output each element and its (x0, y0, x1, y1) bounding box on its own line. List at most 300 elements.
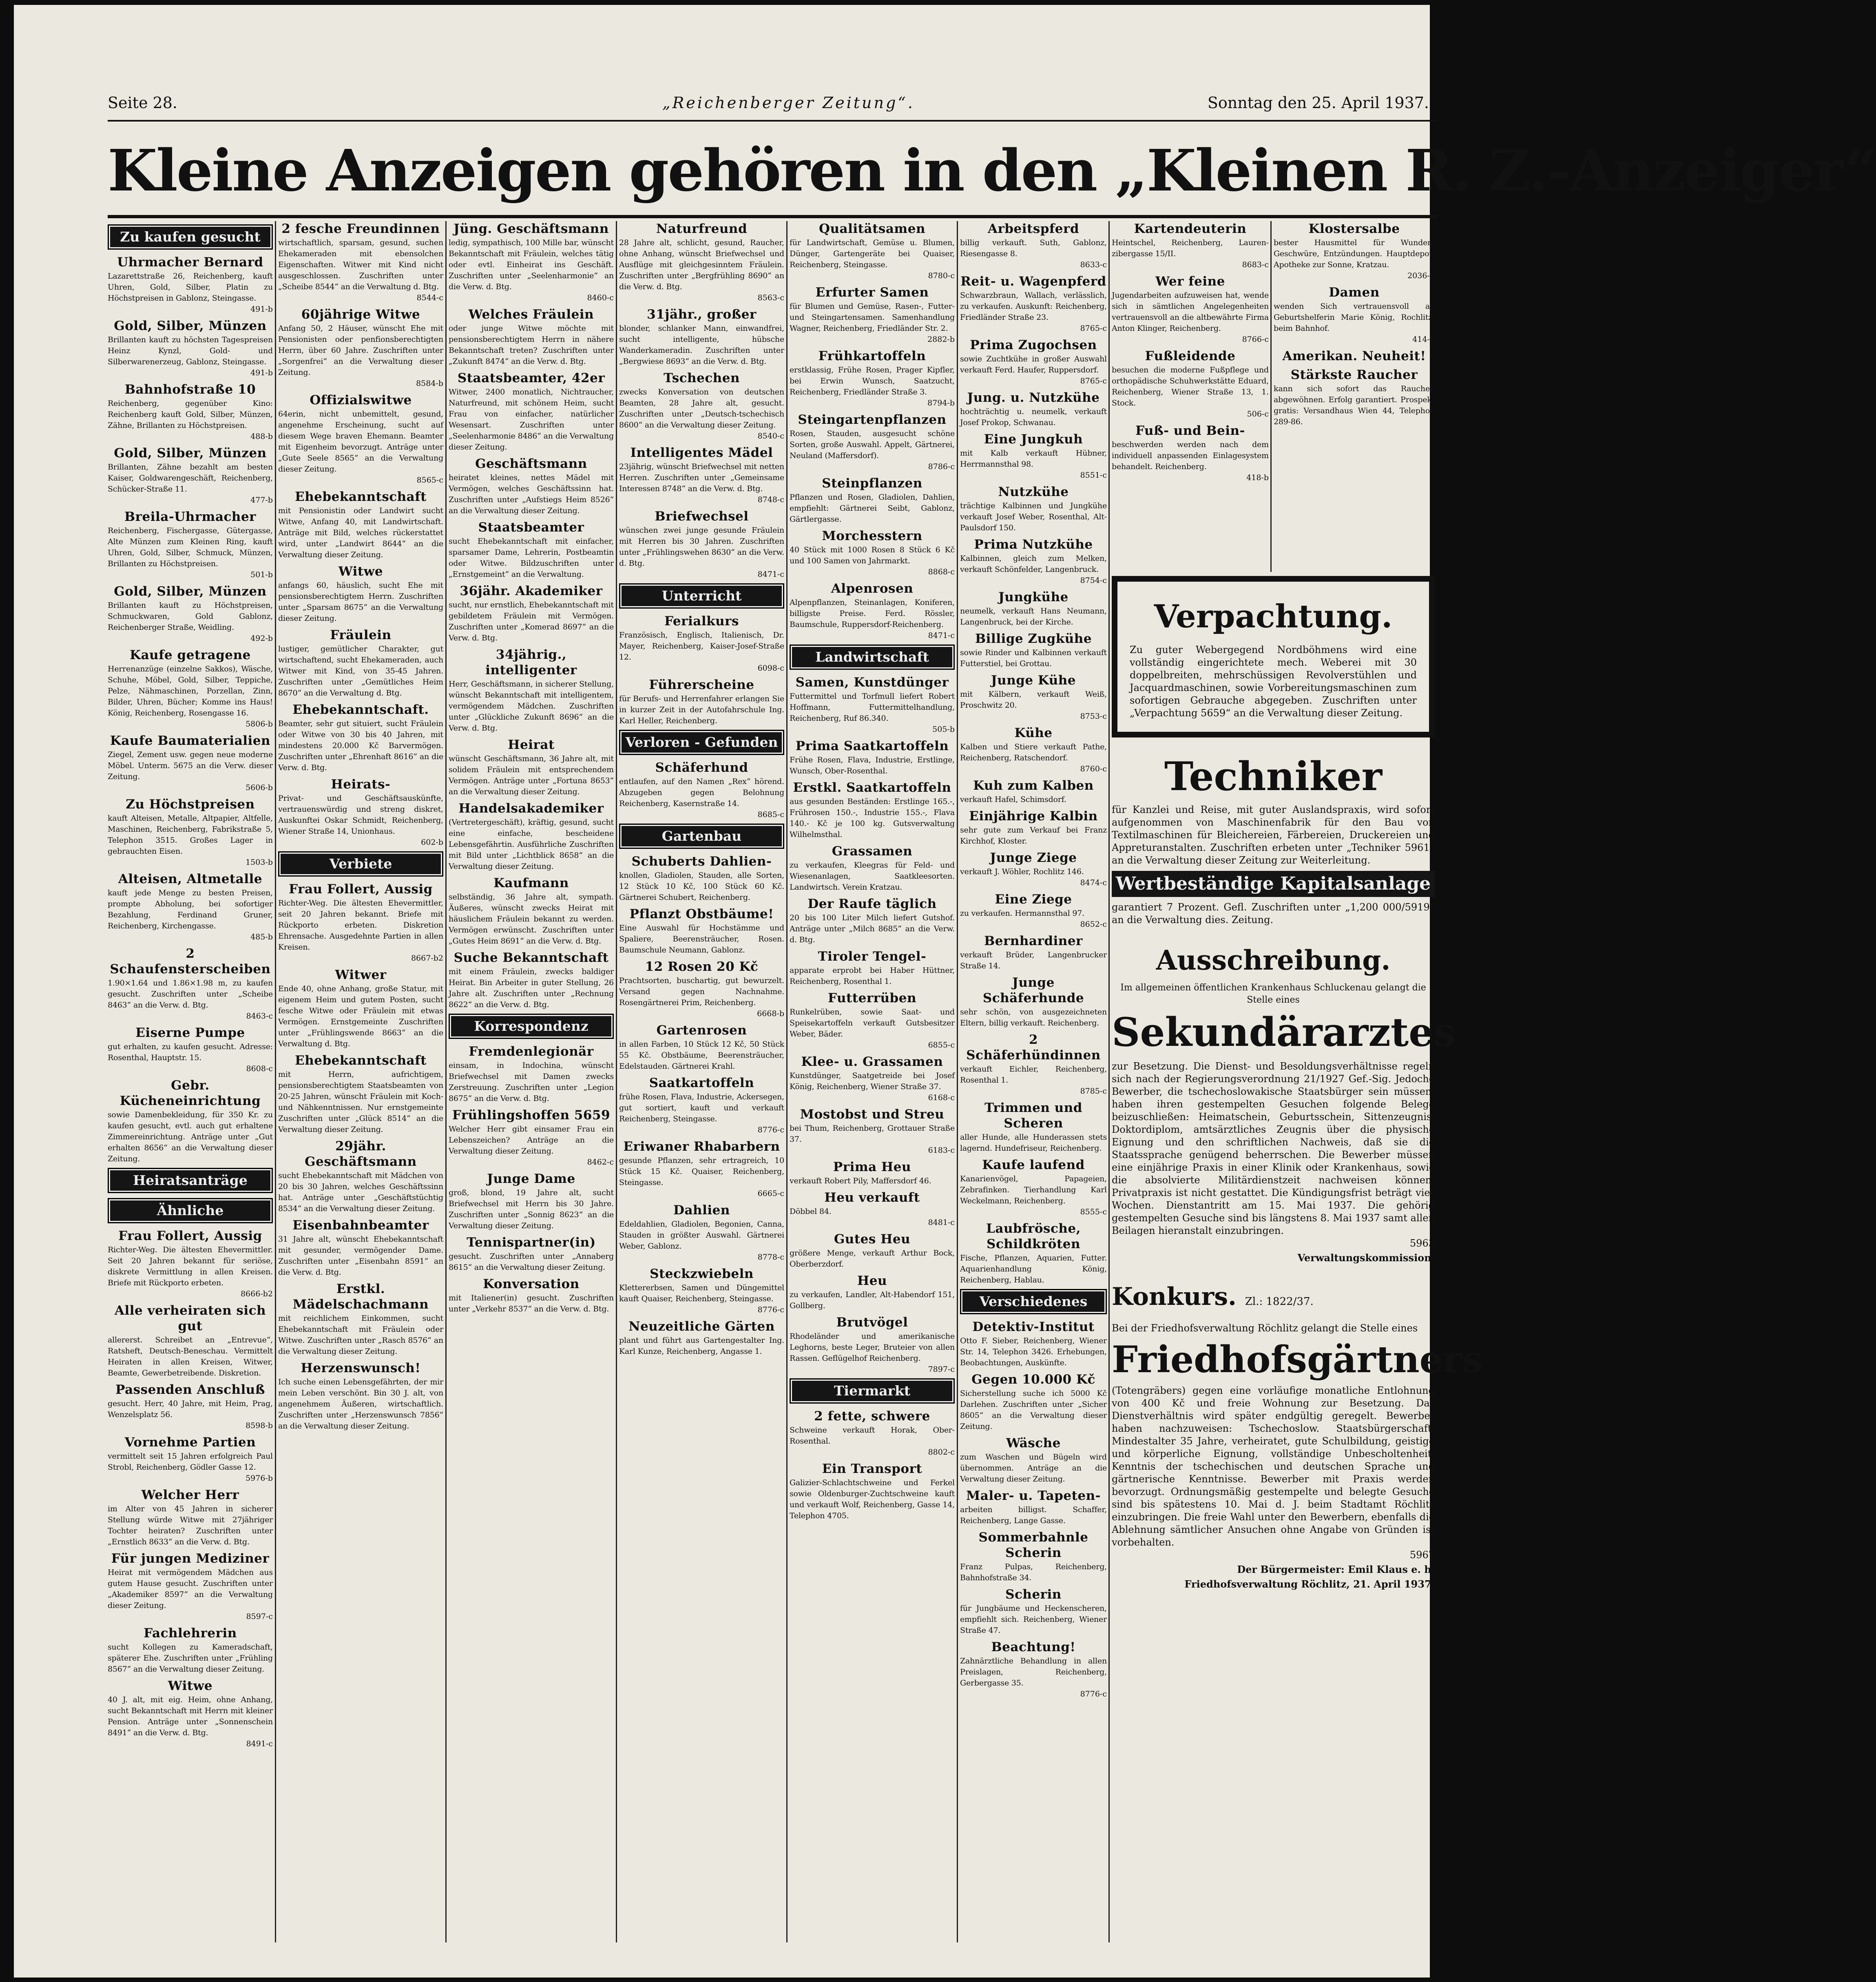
ad-code: 8802-c (928, 1448, 955, 1457)
classified-ad (108, 1551, 273, 1622)
classified-ad (960, 432, 1107, 481)
ad-heading: Witwer (335, 968, 387, 982)
ad-heading: Eisenbahnbeamter (292, 1218, 429, 1233)
ad-text: sehr schön, von ausgezeichneten Eltern, billig verkauft. Reichenberg. (960, 1008, 1107, 1028)
classified-ad (108, 797, 273, 868)
ad-text: in allen Farben, 10 Stück 12 Kč, 50 Stück 55 Kč. Obstbäume, Beerensträucher, Edelstauden. Gärtnerei Krahl. (619, 1040, 784, 1071)
tender-text: zur Besetzung. Die Dienst- und Besoldungsverhältnisse regeln sich nach der Regierungsverordnung 21/1927 Gef.-Sig. Jedoche Bewerber, die tschechoslowakische Staatsbürger sein müssen, haben ihren gestempelten Gesuchen folgende Belege beizuschließen: Heimatschein, Geburtsschein, Sittenzeugnis, Doktordiplom, amtsärztliches Zeugnis über die physische Eignung und den schriftlichen Nachweis, daß sie die Staatssprache genügend beherrschen. Die Bewerber müssen eine einjährige Praxis in einer Klinik oder Krankenhaus, sowie die absolvierte Militärdienstzeit nachweisen können. Privatpraxis ist nicht gestattet. Die Kündigungsfrist beträgt vier Wochen. Dienstantritt am 15. Mai 1937. Die gehörig gestempelten Gesuche sind bis längstens 8. Mai 1937 samt allen Beilagen hieranstalt einzubringen. (1112, 1061, 1435, 1236)
ad-heading: Prima Heu (833, 1160, 911, 1174)
ad-code: 8868-c (928, 567, 955, 576)
ad-heading: 2 Schäferhündinnen (966, 1032, 1101, 1063)
ad-text: Franz Pulpas, Reichenberg, Bahnhofstraße 34. (960, 1562, 1107, 1582)
classified-ad (108, 445, 273, 506)
classified-ad (108, 1303, 273, 1379)
competition-ref: 5967 (1409, 1549, 1435, 1561)
page-header (108, 94, 1437, 122)
lease-ad (1112, 576, 1435, 737)
ad-heading: Futterrüben (827, 991, 916, 1005)
ad-text: bester Hausmittel für Wunden, Geschwüre, Entzündungen. Hauptdepot: Apotheke zur Sonne, Kratzau. (1274, 238, 1435, 269)
ad-code: 418-b (1246, 473, 1269, 482)
classified-ad (619, 1319, 784, 1357)
ad-text: Anfang 50, 2 Häuser, wünscht Ehe mit Pensionisten oder penfionsberechtigten Herrn, über 60 Jahre. Zuschriften unter „Sorgenfrei“ an die Verwaltung dieser Zeitung. (278, 324, 443, 377)
classified-ad (449, 583, 614, 644)
column-rule (1108, 221, 1110, 1942)
ad-heading: Jungkühe (998, 590, 1069, 605)
ad-heading: Kuh zum Kalben (973, 778, 1094, 793)
ad-code: 501-b (250, 570, 273, 579)
ad-heading: 2 fesche Freundinnen (281, 221, 440, 236)
ad-code: 8584-b (416, 379, 443, 388)
ad-text: Jugendarbeiten aufzuweisen hat, wende sich in sämtlichen Angelegenheiten vertrauensvoll an die altbewährte Firma Anton Klinger, Reichenberg. (1112, 291, 1269, 333)
classified-ad (108, 1382, 273, 1431)
classified-ad (960, 933, 1107, 972)
lease-title: Verpachtung. (1154, 598, 1393, 635)
ad-code: 1503-b (246, 858, 273, 867)
classified-ad (619, 1139, 784, 1199)
classified-ad (278, 777, 443, 848)
ad-code: 8666-b2 (240, 1289, 273, 1298)
ad-text: Futtermittel und Torfmull liefert Robert Hoffmann, Futtermittelhandlung, Reichenberg, Ruf 86.340. (790, 692, 955, 723)
ad-text: arbeiten billigst. Schaffer, Reichenberg, Lange Gasse. (960, 1505, 1107, 1525)
ad-heading: Eine Jungkuh (984, 432, 1083, 447)
ad-heading: Frühlingshoffen 5659 (452, 1108, 611, 1123)
competition-title: Konkurs. Zl.: 1822/37. (1112, 1282, 1314, 1311)
ad-heading: Bernhardiner (984, 934, 1083, 948)
ad-text: selbständig, 36 Jahre alt, sympath. Äußeres, wünscht zwecks Heirat mit häuslichem Fräulein bekannt zu werden. Vermögen erwünscht. Zuschriften unter „Gutes Heim 8691“ an die Verw. d. Btg. (449, 892, 614, 946)
classified-ad (790, 528, 955, 578)
ad-code: 414-b (1412, 335, 1435, 344)
ad-heading: Witwe (168, 1679, 213, 1693)
ad-heading: Ferialkurs (664, 614, 739, 629)
ad-heading: Der Raufe täglich (807, 897, 937, 911)
classified-ad (960, 589, 1107, 628)
ad-heading: Sommerbahnle Scherin (978, 1530, 1088, 1560)
ad-heading: Welches Fräulein (468, 307, 594, 322)
classified-ad (960, 337, 1107, 387)
classified-ad (108, 318, 273, 379)
classified-ad (619, 221, 784, 303)
classified-ad (790, 348, 955, 409)
ad-text: heiratet kleines, nettes Mädel mit Vermögen, welches Geschäftssinn hat. Zuschriften unter „Aufstiegs Heim 8526“ an die Verwaltung dieser Zeitung. (449, 473, 614, 515)
ad-code: 8565-c (416, 476, 443, 485)
ad-heading: 2 fette, schwere (814, 1409, 930, 1424)
classified-ad (449, 1276, 614, 1315)
ad-code: 6855-c (928, 1041, 955, 1050)
ad-text: mit reichlichem Einkommen, sucht Ehebekanntschaft mit Fräulein oder Witwe. Zuschriften unter „Rasch 8576“ an die Verwaltung dieser Zeitung. (278, 1314, 443, 1356)
ad-code: 5976-b (246, 1474, 273, 1483)
ad-code: 8794-b (927, 399, 955, 407)
ad-heading: Gebr. Kücheneinrichtung (119, 1078, 261, 1108)
ad-heading: Staatsbeamter, 42er (457, 371, 605, 385)
classified-ad (449, 370, 614, 453)
section-heading: Ähnliche (108, 1198, 273, 1223)
ad-code: 8555-c (1080, 1207, 1107, 1216)
classified-ad (619, 906, 784, 956)
ad-heading: Maler- u. Tapeten- (966, 1488, 1101, 1503)
ad-text: sowie Zuchtkühe in großer Auswahl verkauft Ferd. Haufer, Ruppersdorf. (960, 354, 1107, 374)
classified-ad (960, 1372, 1107, 1432)
ad-heading: Welcher Herr (141, 1488, 239, 1502)
ad-heading: Prima Zugochsen (970, 338, 1097, 352)
ad-text: trächtige Kalbinnen und Jungkühe verkauft Josef Weber, Rosenthal, Alt-Paulsdorf 150. (960, 501, 1107, 532)
classified-ad (960, 725, 1107, 775)
ad-code: 8471-c (757, 570, 784, 579)
ad-text: erstklassig, Frühe Rosen, Prager Kipfler, bei Erwin Wunsch, Saatzucht, Reichenberg, Friedländer Straße 3. (790, 365, 955, 396)
technician-ad (1112, 754, 1435, 926)
ad-text: mit Kälbern, verkauft Weiß, Proschwitz 20. (960, 690, 1107, 710)
ad-column-5 (790, 221, 955, 1942)
ad-heading: Mostobst und Streu (800, 1107, 945, 1122)
ad-heading: Herzenswunsch! (301, 1361, 421, 1375)
ad-code: 8471-c (928, 631, 955, 640)
classified-ad (449, 1235, 614, 1273)
classified-ad (790, 780, 955, 840)
classified-ad (449, 875, 614, 947)
ad-column-1 (108, 221, 273, 1942)
classified-ad (449, 1044, 614, 1104)
ad-text: billig verkauft. Suth, Gablonz, Riesengasse 8. (960, 238, 1107, 258)
ad-code: 8785-c (1080, 1087, 1107, 1096)
classified-ad (278, 1138, 443, 1214)
ad-heading: Vornehme Partien (124, 1435, 256, 1450)
classified-ad (790, 1315, 955, 1375)
ad-text: (Vertretergeschäft), kräftig, gesund, sucht eine einfache, bescheidene Lebensgefährtin. Ausführliche Zuschriften mit Bild unter „Lichtblick 8658“ an die Verwaltung dieser Zeitung. (449, 818, 614, 871)
ad-heading: Steingartenpflanzen (798, 412, 947, 427)
ad-text: gesucht. Herr, 40 Jahre, mit Heim, Prag, Wenzelsplatz 56. (108, 1399, 273, 1419)
ad-heading: Fußleidende (1145, 349, 1236, 363)
ad-heading: Ein Transport (822, 1462, 923, 1476)
ad-heading: Offizialswitwe (310, 393, 412, 407)
section-heading: Landwirtschaft (790, 644, 955, 670)
capital-investment-text: garantiert 7 Prozent. Gefl. Zuschriften unter „1,200 000/5919“ an die Verwaltung dies. Zeitung. (1112, 901, 1435, 926)
ad-text: kauft jede Menge zu besten Preisen, prompte Abholung, bei sofortiger Bezahlung, Ferdinand Gruner, Reichenberg, Kirchengasse. (108, 888, 273, 930)
ad-heading: Suche Bekanntschaft (454, 950, 609, 965)
competition-mayor: Der Bürgermeister: Emil Klaus e. h. (1237, 1563, 1435, 1575)
ad-text: beschwerden werden nach dem individuell anpassenden Einlagesystem behandelt. Reichenberg. (1112, 440, 1269, 471)
ad-heading: Amerikan. Neuheit! (1282, 349, 1426, 363)
ad-text: Brillanten kauft zu Höchstpreisen, Schmuckwaren, Gold Gablonz, Reichenberger Straße, Weidling. (108, 601, 273, 632)
classified-ad (960, 274, 1107, 334)
ad-text: Kalbinnen, gleich zum Melken, verkauft Schönfelder, Langenbruck. (960, 554, 1107, 574)
ad-heading: Passenden Anschluß (115, 1382, 265, 1397)
ad-column-2 (278, 221, 443, 1942)
classified-ad (278, 1218, 443, 1278)
ad-heading: Junge Kühe (991, 673, 1076, 688)
ad-code: 8563-c (757, 293, 784, 302)
ad-heading: Führerscheine (649, 678, 754, 692)
ad-heading: Beachtung! (991, 1640, 1076, 1654)
page-number: Seite 28. (108, 94, 177, 112)
ad-text: sucht Ehebekanntschaft mit Mädchen von 20 bis 30 Jahren, welches Geschäftssinn hat. Anträge unter „Geschäftstüchtig 8534“ an die Verwaltung dieser Zeitung. (278, 1171, 443, 1213)
classified-ad (960, 1587, 1107, 1636)
classified-ad (790, 476, 955, 525)
ad-text: für Jungbäume und Heckenscheren, empfiehlt sich. Reichenberg, Wiener Straße 47. (960, 1604, 1107, 1635)
classified-ad (960, 673, 1107, 722)
ad-text: mit Pensionistin oder Landwirt sucht Witwe, Anfang 40, mit Landwirtschaft. Anträge mit Bild, welches rückerstattet wird, unter „Landwirt 8644“ an die Verwaltung dieser Zeitung. (278, 506, 443, 559)
tender-title: Ausschreibung. (1156, 944, 1391, 976)
ad-heading: Neuzeitliche Gärten (628, 1319, 775, 1334)
classified-ad (790, 896, 955, 946)
classified-ad (960, 1435, 1107, 1485)
classified-ad (108, 382, 273, 442)
ad-heading: Erfurter Samen (815, 285, 929, 300)
ad-heading: Schuberts Dahlien- (631, 854, 772, 869)
ad-heading: Scherin (1005, 1587, 1062, 1602)
ad-text: zu verkaufen, Landler, Alt-Habendorf 151, Gollberg. (790, 1290, 955, 1310)
ad-text: mit Italiener(in) gesucht. Zuschriften unter „Verkehr 8537“ an die Verw. d. Btg. (449, 1293, 614, 1313)
ad-text: Reichenberg, gegenüber Kino: Reichenberg kauft Gold, Silber, Münzen, Zähne, Brillanten zu Höchstpreisen. (108, 399, 273, 430)
ad-heading: Ehebekanntschaft (295, 489, 427, 504)
ad-heading: Frühkartoffeln (818, 349, 926, 363)
ad-heading: Laubfrösche, Schildkröten (986, 1221, 1081, 1251)
ad-heading: Bahnhofstraße 10 (124, 382, 256, 397)
competition-number: Zl.: 1822/37. (1245, 1295, 1314, 1308)
classified-ad (960, 537, 1107, 586)
ad-code: 8754-c (1080, 576, 1107, 585)
ad-heading: Heirat (508, 737, 555, 752)
ad-text: Pflanzen und Rosen, Gladiolen, Dahlien, empfiehlt: Gärtnerei Seibt, Gablonz, Gärtlergasse. (790, 493, 955, 524)
ad-text: verkauft Robert Pily, Maffersdorf 46. (790, 1176, 931, 1185)
classified-ad (278, 1053, 443, 1135)
classified-ad (960, 778, 1107, 805)
ad-text: hochträchtig u. neumelk, verkauft Josef Prokop, Schwanau. (960, 407, 1107, 427)
ad-code: 8652-c (1080, 920, 1107, 929)
ad-text: gut erhalten, zu kaufen gesucht. Adresse: Rosenthal, Hauptstr. 15. (108, 1042, 273, 1062)
ad-heading: Staatsbeamter (478, 520, 584, 535)
ad-text: 64erin, nicht unbemittelt, gesund, angenehme Erscheinung, sucht auf diesem Wege braven Ehemann. Beamter mit Eigenheim bevorzugt. Anträge unter „Gute Seele 8565“ an die Verwaltung dieser Zeitung. (278, 410, 443, 474)
classified-ad (790, 1408, 955, 1458)
competition-position: Friedhofsgärtners (1112, 1338, 1483, 1381)
ad-heading: Breila-Uhrmacher (124, 509, 257, 524)
classified-ad (960, 221, 1107, 270)
ad-text: neumelk, verkauft Hans Neumann, Langenbruck, bei der Kirche. (960, 607, 1107, 627)
ad-text: sowie Rinder und Kalbinnen verkauft Futterstiel, bei Grottau. (960, 648, 1107, 668)
classified-ad (960, 1100, 1107, 1154)
classified-ad (278, 881, 443, 964)
section-heading: Zu kaufen gesucht (108, 224, 273, 250)
ad-code: 492-b (250, 634, 273, 643)
ad-code: 8598-b (246, 1421, 273, 1430)
column-rule (786, 221, 788, 1942)
ad-text: Kalben und Stiere verkauft Pathe, Reichenberg, Ratschendorf. (960, 742, 1107, 762)
classified-ad (790, 285, 955, 345)
ad-text: lustiger, gemütlicher Charakter, gut wirtschaftend, sucht Ehekameraden, auch Witwer mit Kind, von 35-45 Jahren. Zuschriften unter „Gemütliches Heim 8670“ an die Verwaltung d. Btg. (278, 644, 443, 698)
classified-ad (1274, 221, 1435, 281)
ad-heading: Tschechen (664, 371, 740, 385)
ad-text: Ende 40, ohne Anhang, große Statur, mit eigenem Heim und gutem Posten, sucht fesche Witwe oder Fräulein mit etwas Vermögen. Ernstgemeinte Zuschriften unter „Frühlingswende 8663“ an die Verwaltung d. Btg. (278, 984, 443, 1048)
ad-code: 488-b (250, 432, 273, 441)
classified-ad (960, 1319, 1107, 1369)
ad-text: Reichenberg, Fischergasse, Gütergasse, Alte Münzen zum Kleinen Ring, kauft Uhren, Gold, Silber, Schmuck, Münzen, Brillanten zu Höchstpreisen. (108, 526, 273, 568)
ad-text: zum Waschen und Bügeln wird übernommen. Anträge an die Verwaltung dieser Zeitung. (960, 1453, 1107, 1484)
ad-code: 8780-c (928, 271, 955, 280)
ad-heading: Gutes Heu (834, 1232, 911, 1247)
classified-ad (108, 509, 273, 580)
ad-text: ledig, sympathisch, 100 Mille bar, wünscht Bekanntschaft mit Fräulein, welches tätig oder evtl. Einheirat ins Geschäft. Zuschriften unter „Seelenharmonie“ an die Verw. d. Btg. (449, 238, 614, 291)
ad-text: Kanarienvögel, Papageien, Zebrafinken. Tierhandlung Karl Weckelmann, Reichenberg. (960, 1174, 1107, 1205)
ad-column-4 (619, 221, 784, 1942)
ad-text: sucht Kollegen zu Kameradschaft, späterer Ehe. Zuschriften unter „Frühling 8567“ an die Verwaltung dieser Zeitung. (108, 1643, 273, 1674)
ad-heading: Frau Follert, Aussig (118, 1229, 262, 1243)
classified-ad (619, 1202, 784, 1263)
ad-code: 477-b (250, 496, 273, 505)
ad-text: sucht Ehebekanntschaft mit einfacher, sparsamer Dame, Lehrerin, Postbeamtin oder Witwe. Bildzuschriften unter „Ernstgemeint“ an die Verwaltung. (449, 537, 614, 579)
ad-text: Beamter, sehr gut situiert, sucht Fräulein oder Witwe von 30 bis 40 Jahren, mit mindestens 20.000 Kč Barvermögen. Zuschriften unter „Ehrenhaft 8616“ an die Verw. d. Btg. (278, 719, 443, 772)
ad-text: entlaufen, auf den Namen „Rex“ hörend. Abzugeben gegen Belohnung Reichenberg, Kasernstraße 14. (619, 777, 784, 808)
ad-code: 8544-c (416, 293, 443, 302)
ad-heading: 60jährige Witwe (301, 307, 420, 322)
ad-text: vermittelt seit 15 Jahren erfolgreich Paul Strobl, Reichenberg, Gödler Gasse 12. (108, 1452, 273, 1472)
ad-text: groß, blond, 19 Jahre alt, sucht Briefwechsel mit Herrn bis 30 Jahre. Zuschriften unter „Sonnig 8623“ an die Verwaltung dieser Zeitung. (449, 1188, 614, 1230)
ad-code: 8776-c (1080, 1690, 1107, 1699)
classified-ad (790, 949, 955, 987)
ad-text: Welcher Herr gibt einsamer Frau ein Lebenszeichen? Anträge an die Verwaltung dieser Zeitung. (449, 1125, 614, 1156)
ad-text: Alpenpflanzen, Steinanlagen, Koniferen, billigste Preise. Ferd. Rössler, Baumschule, Ruppersdorf-Reichenberg. (790, 598, 955, 629)
competition-signature: Friedhofsverwaltung Röchlitz, 21. April 1937. (1184, 1578, 1435, 1590)
classified-ad (960, 484, 1107, 534)
ad-code: 485-b (250, 932, 273, 941)
classified-ad (449, 1107, 614, 1168)
classified-ad (278, 392, 443, 486)
ad-text: 23jährig, wünscht Briefwechsel mit netten Herren. Zuschriften unter „Gemeinsame Interessen 8748“ an die Verw. d. Btg. (619, 462, 784, 493)
ad-heading: Morchesstern (822, 529, 923, 543)
issue-date: Sonntag den 25. April 1937. (1207, 94, 1429, 112)
classified-ad (960, 631, 1107, 669)
ad-code: 8481-c (928, 1218, 955, 1227)
ad-heading: Jüng. Geschäftsmann (454, 221, 609, 236)
classified-ad (449, 950, 614, 1010)
ad-text: Herr, Geschäftsmann, in sicherer Stellung, wünscht Bekanntschaft mit intelligentem, vermögendem Mädchen. Zuschriften unter „Glückliche Zukunft 8696“ an die Verw. d. Btg. (449, 680, 614, 733)
classified-ad (790, 1159, 955, 1187)
section-heading: Verbiete (278, 851, 443, 877)
ad-text: im Alter von 45 Jahren in sicherer Stellung würde Witwe mit 27jähriger Tochter heiraten? Zuschriften unter „Ernstlich 8633“ an die Verw. d. Btg. (108, 1504, 273, 1546)
classified-ad (619, 854, 784, 903)
classified-ad (619, 760, 784, 820)
classified-ad (790, 738, 955, 777)
ad-text: Fische, Pflanzen, Aquarien, Futter. Aquarienhandlung König, Reichenberg, Hablau. (960, 1253, 1107, 1284)
classified-ad (449, 647, 614, 734)
display-ads (1112, 576, 1483, 1942)
ad-text: mit einem Fräulein, zwecks baldiger Heirat. Bin Arbeiter in guter Stellung, 26 Jahre alt. Zuschriften unter „Rechnung 8622“ an die Verw. d. Btg. (449, 967, 614, 1009)
classified-ad (449, 1171, 614, 1231)
ad-text: Brillanten, Zähne bezahlt am besten Kaiser, Goldwarengeschäft, Reichenberg, Schücker-Straße 11. (108, 463, 273, 494)
ad-text: zu verkaufen, Kleegras für Feld- und Wiesenanlagen, Saatkleesorten. Landwirtsch. Verein Kratzau. (790, 861, 955, 892)
ad-heading: Handelsakademiker (458, 801, 604, 816)
ad-code: 506-c (1247, 410, 1269, 419)
classified-ad (108, 946, 273, 1022)
ad-text: 1.90×1.64 und 1.86×1.98 m, zu kaufen gesucht. Zuschriften unter „Scheibe 8463“ an die Verw. d. Btg. (108, 979, 273, 1010)
ad-heading: Prima Nutzkühe (974, 537, 1093, 552)
ad-heading: Ehebekanntschaft. (292, 702, 429, 717)
ad-text: gesucht. Zuschriften unter „Annaberg 8615“ an die Verwaltung dieser Zeitung. (449, 1252, 614, 1272)
column-rule (445, 221, 447, 1942)
ad-code: 491-b (250, 305, 273, 314)
ad-heading: Arbeitspferd (987, 221, 1080, 236)
classified-ad (619, 959, 784, 1019)
classified-ad (449, 307, 614, 367)
ad-text: 40 J. alt, mit eig. Heim, ohne Anhang, sucht Bekanntschaft mit Herrn mit kleiner Pension. Anträge unter „Sonnenschein 8491“ an die Verw. d. Btg. (108, 1695, 273, 1737)
classified-ad (960, 390, 1107, 428)
ad-code: 8776-c (757, 1125, 784, 1134)
column-rule (957, 221, 958, 1942)
ad-heading: 31jähr., großer (647, 307, 757, 322)
ad-text: wenden Sich vertrauensvoll an Geburtshelferin Marie König, Rochlitz, beim Bahnhof. (1274, 302, 1435, 333)
ad-text: wirtschaftlich, sparsam, gesund, suchen Ehekameraden mit ebensolchen Eigenschaften. Witwer mit Kind nicht ausgeschlossen. Zuschriften unter „Scheibe 8544“ an die Verwaltung d. Btg. (278, 238, 443, 291)
classified-ad (619, 677, 784, 726)
column-rule (616, 221, 617, 1942)
ad-heading: Kühe (1014, 726, 1053, 740)
ad-heading: Billige Zugkühe (975, 631, 1092, 646)
ad-heading: Stärkste Raucher (1290, 368, 1418, 382)
ad-text: Privat- und Geschäftsauskünfte, vertrauenswürdig und streng diskret, Auskunftei Oskar Schmidt, Reichenberg, Wiener Straße 14, Unionhaus. (278, 794, 443, 836)
ad-heading: Alteisen, Altmetalle (118, 872, 263, 886)
ad-column-6 (960, 221, 1107, 1942)
classified-ad (960, 850, 1107, 888)
ad-heading: Für jungen Mediziner (111, 1551, 270, 1566)
ad-heading: Kaufe laufend (982, 1158, 1085, 1172)
technician-title: Techniker (1164, 753, 1383, 799)
ad-code: 8683-c (1242, 260, 1269, 269)
tender-ref: 5963 (1409, 1238, 1435, 1249)
newspaper-page (14, 5, 1876, 1978)
ad-text: oder junge Witwe möchte mit pensionsberechtigtem Herrn in nähere Bekanntschaft treten? Zuschriften unter „Zukunft 8474“ an die Verw. d. Btg. (449, 324, 614, 366)
classified-ad (790, 1190, 955, 1228)
ad-heading: 2 Schaufensterscheiben (110, 946, 271, 977)
newspaper-name: „Reichenberger Zeitung“. (662, 94, 915, 112)
ad-heading: Erstkl. Saatkartoffeln (793, 780, 951, 795)
classified-ad (1274, 285, 1435, 345)
classified-ad (108, 1078, 273, 1165)
ad-heading: 12 Rosen 20 Kč (645, 959, 759, 974)
lease-text: Zu guter Webergegend Nordböhmens wird eine vollständig eingerichtete mech. Weberei mit 30 doppelbreiten, mehrschüssigen Revolverstühlen und Jacquardmaschinen, sowie Vorbereitungsmaschinen zum sofortigen Gebrauche abgegeben. Zuschriften unter „Verpachtung 5659“ an die Verwaltung dieser Zeitung. (1130, 644, 1417, 719)
classified-ad (619, 1075, 784, 1136)
ad-text: kann sich sofort das Rauchen abgewöhnen. Erfolg garantiert. Prospekt gratis: Versandhaus Wien 44, Telephon 289-86. (1274, 384, 1435, 426)
ad-heading: Nutzkühe (998, 485, 1069, 499)
competition-ad (1112, 1280, 1483, 1590)
ad-text: bei Thum, Reichenberg, Grottauer Straße 37. (790, 1124, 955, 1144)
ad-code: 8491-c (246, 1739, 273, 1748)
ad-code: 8633-c (1080, 260, 1107, 269)
ad-heading: Naturfreund (656, 221, 748, 236)
classified-ad (278, 307, 443, 389)
ad-text: für Blumen und Gemüse, Rasen-, Futter- und Steingartensamen. Samenhandlung Wagner, Reichenberg, Friedländer Str. 2. (790, 302, 955, 333)
classified-ad (1112, 423, 1269, 483)
ad-text: mit Herrn, aufrichtigem, pensionsberechtigtem Staatsbeamten von 20-25 Jahren, wünscht Fräulein mit Koch- und Nähkenntnissen. Nur ernstgemeinte Zuschriften unter „Glück 8514“ an die Verwaltung dieser Zeitung. (278, 1070, 443, 1134)
classified-ad (619, 613, 784, 674)
ad-heading: Kaufe Baumaterialien (110, 733, 271, 748)
banner-rule (108, 215, 1437, 218)
ad-text: Heintschel, Reichenberg, Lauren- zibergasse 15/II. (1112, 238, 1269, 258)
ad-text: Herrenanzüge (einzelne Sakkos), Wäsche, Schuhe, Möbel, Gold, Silber, Teppiche, Pelze, Nähmaschinen, Porzellan, Zinn, Bilder, Uhren, Bücher; Komme ins Haus! König, Reichenberg, Rosengasse 16. (108, 664, 273, 718)
section-heading: Gartenbau (619, 824, 784, 849)
ad-heading: Eiserne Pumpe (135, 1025, 245, 1040)
ad-code: 7897-c (928, 1365, 955, 1374)
ad-heading: Kartendeuterin (1134, 221, 1247, 236)
classified-ad (960, 1221, 1107, 1286)
ad-text: Brillanten kauft zu höchsten Tagespreisen Heinz Kynzl, Gold- und Silberwarenerzeug, Gablonz, Steingasse. (108, 335, 273, 366)
ad-text: sowie Damenbekleidung, für 350 Kr. zu kaufen gesucht, evtl. auch gut erhaltene Zimmereinrichtung. Anträge unter „Gut erhalten 8656“ an die Verwaltung dieser Zeitung. (108, 1110, 273, 1163)
ad-heading: Klostersalbe (1308, 221, 1400, 236)
classified-ad (108, 647, 273, 730)
ad-text: zwecks Konversation von deutschen Beamten, 28 Jahre alt, gesucht. Zuschriften unter „Deutsch-tschechisch 8600“ an die Verwaltung dieser Zeitung. (619, 388, 784, 430)
ad-text: plant und führt aus Gartengestalter Ing. Karl Kunze, Reichenberg, Angasse 1. (619, 1336, 784, 1356)
ad-heading: Grassamen (832, 844, 913, 859)
ad-text: für Landwirtschaft, Gemüse u. Blumen, Dünger, Gartengeräte bei Quaiser, Reichenberg, Steingasse. (790, 238, 955, 269)
classified-ad (108, 255, 273, 315)
ad-text: Frühe Rosen, Flava, Industrie, Erstlinge, Wunsch, Ober-Rosenthal. (790, 755, 955, 775)
classified-ad (108, 733, 273, 793)
ad-code: 8753-c (1080, 712, 1107, 721)
